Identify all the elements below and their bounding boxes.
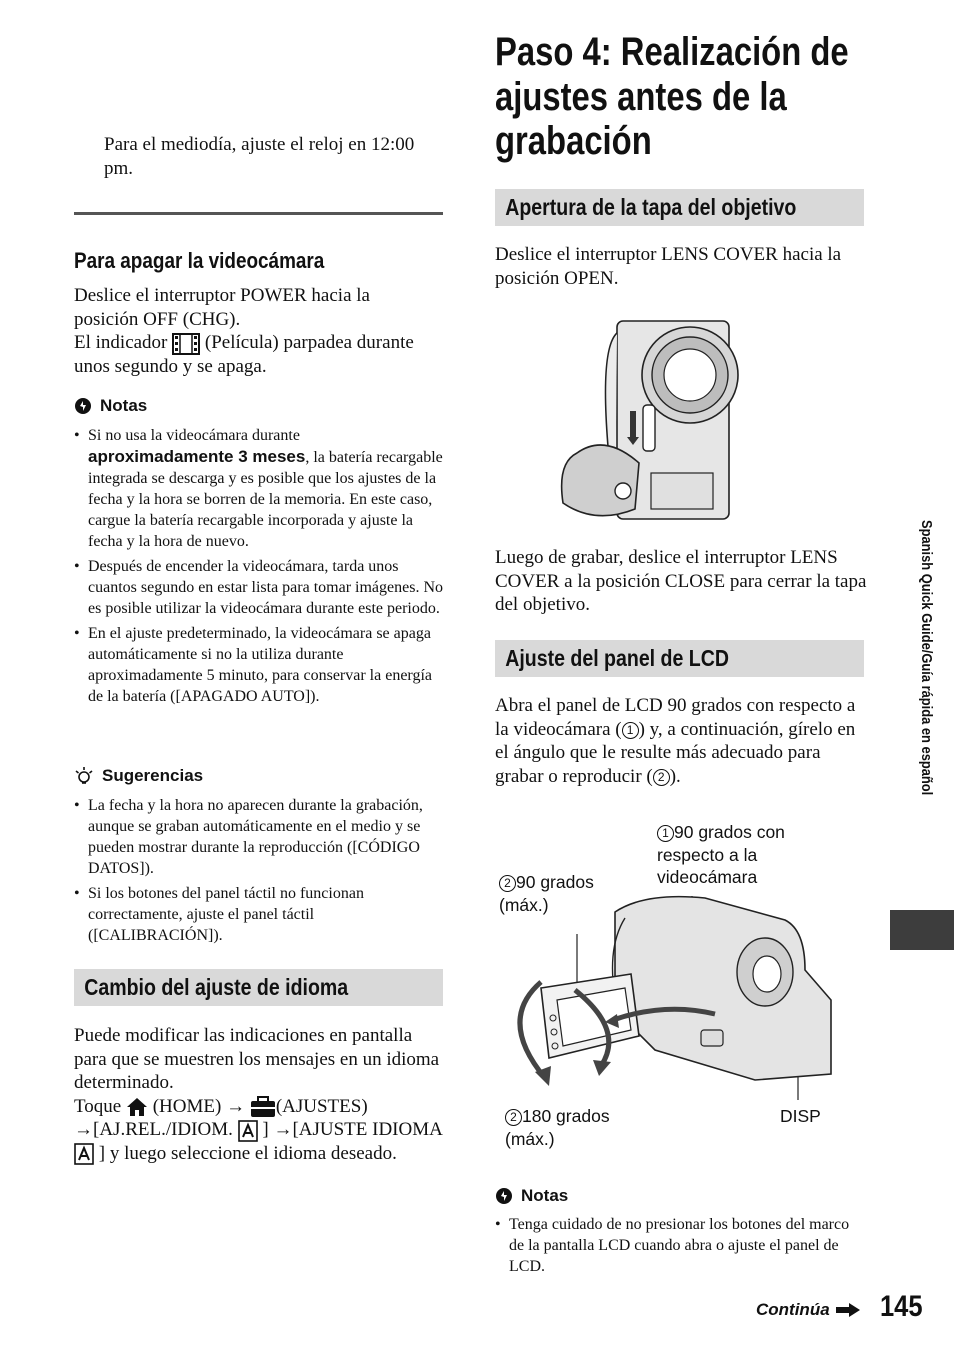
- step-number-1: 1: [657, 825, 674, 842]
- label-180-max: [505, 1105, 635, 1150]
- language-intro: Puede modificar las indicaciones en pantalla para que se muestren los mensajes en un idioma determinado.: [74, 1025, 440, 1093]
- tips-heading: [74, 766, 203, 786]
- lcd-body-c: ).: [669, 765, 681, 787]
- list-item: • La fecha y la hora no aparecen durante la grabación, aunque se graban automáticamente en el medio y se pueden mostrar durante la reproducción ([CÓDIGO DATOS]).: [74, 795, 444, 879]
- arrow-right-icon: [836, 1303, 860, 1317]
- side-tab-marker: [890, 910, 954, 950]
- continue-text: Continúa: [756, 1300, 830, 1319]
- notes-list: [495, 1214, 867, 1281]
- section-band-lcd: [495, 640, 864, 677]
- side-tab-label: Spanish Quick Guide/Guía rápida en español: [918, 520, 935, 796]
- home-icon: [126, 1097, 148, 1117]
- power-body: [74, 284, 414, 378]
- lcd-body-b: ) y, a continuación, gírelo en el ángulo que le resulte más adecuado para grabar o reproducir (: [495, 718, 856, 787]
- note1-bold: aproximadamente 3 meses: [88, 447, 306, 466]
- notes-title: Notas: [100, 396, 148, 415]
- list-item: [74, 425, 446, 552]
- film-icon: [172, 333, 200, 355]
- step-number-2: 2: [499, 875, 516, 892]
- tips-title: Sugerencias: [102, 766, 204, 785]
- notes-icon: [74, 397, 92, 415]
- power-body-1: Deslice el interruptor POWER hacia la posición OFF (CHG).: [74, 285, 370, 330]
- list-item: • Tenga cuidado de no presionar los botones del marco de la pantalla LCD cuando abra o ajuste el panel de LCD.: [495, 1214, 867, 1277]
- label-90-camera: [657, 821, 827, 889]
- label-text: 90 grados con respecto a la videocámara: [657, 822, 785, 887]
- camera-lens-cover-illustration: [555, 313, 745, 523]
- notes-list: [74, 425, 446, 711]
- list-item: • Si los botones del panel táctil no funcionan correctamente, ajuste el panel táctil ([CALIBRACIÓN]).: [74, 883, 444, 946]
- section-band-language: [74, 969, 443, 1006]
- section-band-lens: [495, 189, 864, 226]
- continue-link[interactable]: [756, 1300, 860, 1320]
- tips-list: [74, 795, 444, 950]
- notes-title: Notas: [521, 1186, 569, 1205]
- band-title: Apertura de la tapa del objetivo: [505, 194, 797, 220]
- language-a-icon: [74, 1143, 94, 1165]
- note1-a: Si no usa la videocámara durante: [88, 427, 300, 444]
- power-body-2b: (Película) parpadea durante unos segundo y se apaga.: [74, 332, 414, 377]
- toolbox-icon: [250, 1096, 276, 1118]
- camera-lcd-illustration: [505, 890, 835, 1100]
- step-number-2: 2: [653, 769, 670, 786]
- step-text: (AJUSTES): [275, 1095, 368, 1117]
- band-title: Ajuste del panel de LCD: [505, 645, 729, 671]
- power-body-2a: El indicador: [74, 332, 168, 353]
- step-text: Toque: [74, 1095, 122, 1117]
- band-title: Cambio del ajuste de idioma: [84, 974, 349, 1000]
- page-title: Paso 4: Realización de ajustes antes de la grabación: [495, 30, 849, 163]
- notes-icon: [495, 1187, 513, 1205]
- arrow-right-icon: →: [226, 1095, 246, 1117]
- note1-b: , la batería recargable integrada se descarga y es posible que los ajustes de la fecha y la hora se borren de la memoria. En este caso, cargue la batería recargable incorporada y ajuste la fecha y la hora de nuevo.: [88, 449, 443, 550]
- language-body: [74, 1024, 446, 1165]
- lcd-body-a: Abra el panel de LCD 90 grados con respecto a la videocámara (: [495, 695, 856, 740]
- step-text: (HOME): [152, 1095, 222, 1117]
- label-text: 90 grados (máx.): [499, 872, 594, 915]
- lens-after-text: Luego de grabar, deslice el interruptor LENS COVER a la posición CLOSE para cerrar la tapa del objetivo.: [495, 547, 867, 615]
- list-item: • En el ajuste predeterminado, la videocámara se apaga automáticamente si no la utiliza durante aproximadamente 5 minuto, para conservar la energía de la batería ([APAGADO AUTO]).: [74, 623, 446, 707]
- lcd-body: [495, 694, 867, 788]
- step-number-1: 1: [622, 722, 639, 739]
- step-text: ] y luego seleccione el idioma deseado.: [98, 1142, 397, 1164]
- notes-heading: [495, 1186, 568, 1206]
- step-text: [AJUSTE IDIOMA: [292, 1119, 443, 1141]
- power-heading: Para apagar la videocámara: [74, 248, 325, 273]
- label-disp: DISP: [780, 1106, 821, 1126]
- language-steps: [74, 1095, 446, 1166]
- step-text: [AJ.REL./IDIOM.: [93, 1119, 233, 1141]
- page-number: 145: [880, 1290, 923, 1323]
- step-number-2: 2: [505, 1109, 522, 1126]
- arrow-right-icon: →: [74, 1119, 93, 1141]
- label-text: 180 grados (máx.): [505, 1106, 610, 1149]
- divider: [74, 212, 443, 215]
- arrow-right-icon: →: [273, 1119, 293, 1141]
- lens-body: Deslice el interruptor LENS COVER hacia la posición OPEN.: [495, 244, 842, 289]
- step-text: ]: [262, 1119, 269, 1141]
- list-item: • Después de encender la videocámara, tarda unos cuantos segundo en estar lista para tomar imágenes. No es posible utilizar la videocámara durante este periodo.: [74, 556, 446, 619]
- language-a-icon: [238, 1120, 258, 1142]
- intro-text: Para el mediodía, ajuste el reloj en 12:00 pm.: [104, 134, 415, 179]
- notes-heading: [74, 396, 147, 416]
- lightbulb-icon: [74, 766, 94, 786]
